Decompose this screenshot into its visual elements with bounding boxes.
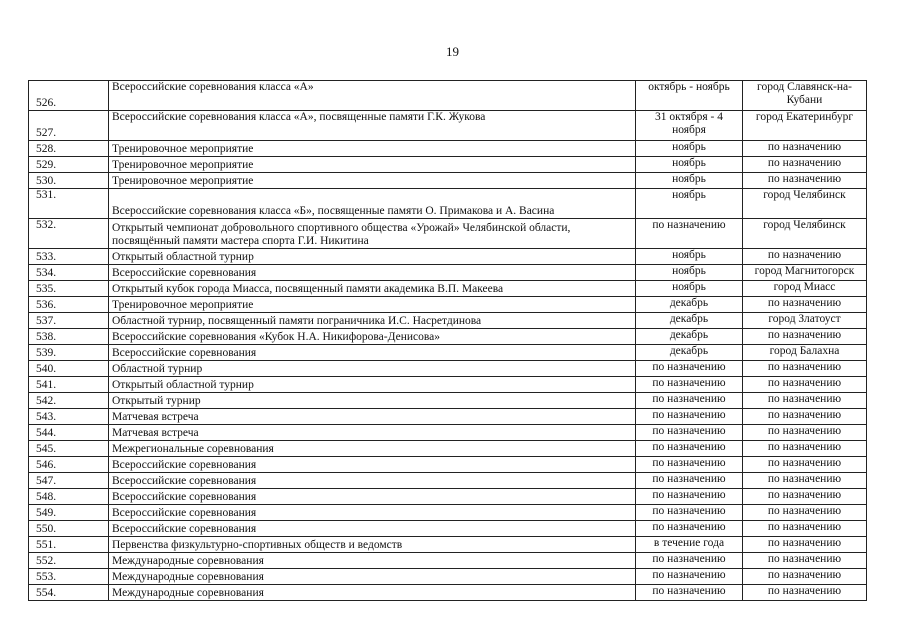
event-name: Всероссийские соревнования «Кубок Н.А. Никифорова-Денисова» xyxy=(109,329,636,345)
row-number: 528. xyxy=(29,141,109,157)
event-name: Всероссийские соревнования xyxy=(109,489,636,505)
event-place: по назначению xyxy=(743,157,867,173)
row-number: 547. xyxy=(29,473,109,489)
event-name: Всероссийские соревнования класса «А», посвященные памяти Г.К. Жукова xyxy=(109,111,636,141)
event-date: по назначению xyxy=(636,505,743,521)
row-number: 535. xyxy=(29,281,109,297)
event-name: Всероссийские соревнования xyxy=(109,457,636,473)
event-name: Международные соревнования xyxy=(109,569,636,585)
table-row xyxy=(29,537,867,553)
table-row xyxy=(29,553,867,569)
event-place: по назначению xyxy=(743,249,867,265)
event-name: Тренировочное мероприятие xyxy=(109,297,636,313)
event-place: по назначению xyxy=(743,585,867,601)
row-number: 553. xyxy=(29,569,109,585)
event-date: по назначению xyxy=(636,473,743,489)
table-row xyxy=(29,473,867,489)
event-name: Областной турнир xyxy=(109,361,636,377)
page-number: 19 xyxy=(446,44,459,59)
event-date: по назначению xyxy=(636,585,743,601)
event-place: город Миасс xyxy=(743,281,867,297)
table-row xyxy=(29,457,867,473)
row-number: 542. xyxy=(29,393,109,409)
event-place: по назначению xyxy=(743,377,867,393)
row-number: 552. xyxy=(29,553,109,569)
table-row xyxy=(29,329,867,345)
event-name: Тренировочное мероприятие xyxy=(109,141,636,157)
table-row xyxy=(29,219,867,249)
table-row xyxy=(29,569,867,585)
event-name: Межрегиональные соревнования xyxy=(109,441,636,457)
event-date: по назначению xyxy=(636,441,743,457)
event-name: Открытый областной турнир xyxy=(109,249,636,265)
event-date: декабрь xyxy=(636,345,743,361)
table-row xyxy=(29,173,867,189)
table-row xyxy=(29,505,867,521)
event-name: Тренировочное мероприятие xyxy=(109,157,636,173)
event-place: по назначению xyxy=(743,393,867,409)
table-row xyxy=(29,345,867,361)
event-date: по назначению xyxy=(636,409,743,425)
event-date: по назначению xyxy=(636,377,743,393)
event-name: Всероссийские соревнования xyxy=(109,521,636,537)
event-date: ноябрь xyxy=(636,141,743,157)
event-name: Всероссийские соревнования xyxy=(109,505,636,521)
event-place: по назначению xyxy=(743,553,867,569)
event-place: по назначению xyxy=(743,361,867,377)
event-date: по назначению xyxy=(636,457,743,473)
event-date: ноябрь xyxy=(636,189,743,219)
event-date: по назначению xyxy=(636,393,743,409)
event-place: по назначению xyxy=(743,425,867,441)
row-number: 544. xyxy=(29,425,109,441)
row-number: 550. xyxy=(29,521,109,537)
table-row xyxy=(29,249,867,265)
event-place: город Славянск-на-Кубани xyxy=(743,81,867,111)
event-place: город Челябинск xyxy=(743,189,867,219)
row-number: 527. xyxy=(29,111,109,141)
event-date: ноябрь xyxy=(636,281,743,297)
row-number: 549. xyxy=(29,505,109,521)
event-date: декабрь xyxy=(636,297,743,313)
table-row xyxy=(29,141,867,157)
event-name: Международные соревнования xyxy=(109,585,636,601)
event-date: декабрь xyxy=(636,313,743,329)
event-place: город Магнитогорск xyxy=(743,265,867,281)
event-date: ноябрь xyxy=(636,157,743,173)
table-row xyxy=(29,111,867,141)
event-place: город Балахна xyxy=(743,345,867,361)
row-number: 539. xyxy=(29,345,109,361)
table-row xyxy=(29,489,867,505)
table-row xyxy=(29,409,867,425)
table-row xyxy=(29,297,867,313)
row-number: 551. xyxy=(29,537,109,553)
event-place: по назначению xyxy=(743,297,867,313)
event-name: Всероссийские соревнования класса «Б», посвященные памяти О. Примакова и А. Васина xyxy=(109,189,636,219)
event-place: по назначению xyxy=(743,141,867,157)
table-row xyxy=(29,377,867,393)
event-name: Международные соревнования xyxy=(109,553,636,569)
event-date: в течение года xyxy=(636,537,743,553)
row-number: 540. xyxy=(29,361,109,377)
event-place: город Екатеринбург xyxy=(743,111,867,141)
table-row xyxy=(29,521,867,537)
event-place: по назначению xyxy=(743,409,867,425)
event-name: Матчевая встреча xyxy=(109,409,636,425)
table-row xyxy=(29,157,867,173)
event-name: Открытый турнир xyxy=(109,393,636,409)
row-number: 529. xyxy=(29,157,109,173)
event-name: Матчевая встреча xyxy=(109,425,636,441)
row-number: 554. xyxy=(29,585,109,601)
row-number: 533. xyxy=(29,249,109,265)
row-number: 526. xyxy=(29,81,109,111)
row-number: 534. xyxy=(29,265,109,281)
row-number: 530. xyxy=(29,173,109,189)
table-row xyxy=(29,81,867,111)
table-row xyxy=(29,189,867,219)
event-place: город Челябинск xyxy=(743,219,867,249)
table-row xyxy=(29,281,867,297)
table-row xyxy=(29,265,867,281)
row-number: 538. xyxy=(29,329,109,345)
event-name: Всероссийские соревнования xyxy=(109,345,636,361)
row-number: 537. xyxy=(29,313,109,329)
event-date: по назначению xyxy=(636,489,743,505)
events-table xyxy=(28,80,867,601)
table-row xyxy=(29,313,867,329)
table-row xyxy=(29,425,867,441)
event-name: Первенства физкультурно-спортивных обществ и ведомств xyxy=(109,537,636,553)
event-name: Открытый кубок города Миасса, посвященный памяти академика В.П. Макеева xyxy=(109,281,636,297)
event-date: ноябрь xyxy=(636,265,743,281)
row-number: 543. xyxy=(29,409,109,425)
event-date: ноябрь xyxy=(636,173,743,189)
event-date: по назначению xyxy=(636,553,743,569)
event-date: по назначению xyxy=(636,219,743,249)
table-row xyxy=(29,441,867,457)
event-place: город Златоуст xyxy=(743,313,867,329)
event-date: по назначению xyxy=(636,521,743,537)
event-name: Открытый чемпионат добровольного спортивного общества «Урожай» Челябинской области, посвящённый памяти мастера спорта Г.И. Никитина xyxy=(109,219,636,249)
event-place: по назначению xyxy=(743,441,867,457)
event-name: Всероссийские соревнования класса «А» xyxy=(109,81,636,111)
row-number: 532. xyxy=(29,219,109,249)
event-date: ноябрь xyxy=(636,249,743,265)
event-name: Открытый областной турнир xyxy=(109,377,636,393)
events-table-body xyxy=(29,81,867,601)
event-date: по назначению xyxy=(636,425,743,441)
row-number: 548. xyxy=(29,489,109,505)
row-number: 546. xyxy=(29,457,109,473)
event-place: по назначению xyxy=(743,521,867,537)
event-place: по назначению xyxy=(743,569,867,585)
row-number: 541. xyxy=(29,377,109,393)
event-name: Всероссийские соревнования xyxy=(109,265,636,281)
table-row xyxy=(29,585,867,601)
event-date: октябрь - ноябрь xyxy=(636,81,743,111)
row-number: 531. xyxy=(29,189,109,219)
event-date: по назначению xyxy=(636,361,743,377)
event-place: по назначению xyxy=(743,473,867,489)
event-name: Тренировочное мероприятие xyxy=(109,173,636,189)
event-date: декабрь xyxy=(636,329,743,345)
table-row xyxy=(29,361,867,377)
event-place: по назначению xyxy=(743,505,867,521)
table-row xyxy=(29,393,867,409)
event-name: Всероссийские соревнования xyxy=(109,473,636,489)
event-date: по назначению xyxy=(636,569,743,585)
event-place: по назначению xyxy=(743,173,867,189)
event-place: по назначению xyxy=(743,537,867,553)
event-place: по назначению xyxy=(743,457,867,473)
row-number: 536. xyxy=(29,297,109,313)
event-place: по назначению xyxy=(743,329,867,345)
row-number: 545. xyxy=(29,441,109,457)
event-date: 31 октября - 4 ноября xyxy=(636,111,743,141)
event-name: Областной турнир, посвященный памяти пограничника И.С. Насретдинова xyxy=(109,313,636,329)
event-place: по назначению xyxy=(743,489,867,505)
